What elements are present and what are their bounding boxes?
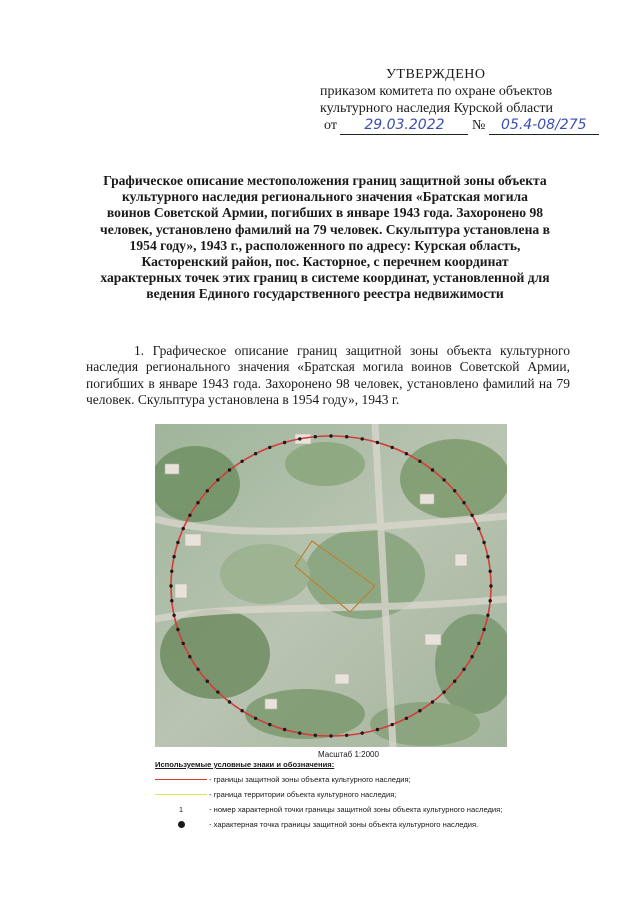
boundary-point (283, 441, 286, 444)
boundary-point (298, 731, 301, 734)
boundary-point (240, 709, 243, 712)
date-prefix: от (324, 118, 337, 133)
boundary-point (345, 734, 348, 737)
section-paragraph (86, 343, 570, 409)
legend-row-point (155, 817, 575, 832)
boundary-point (228, 700, 231, 703)
approval-line-1: приказом комитета по охране объектов (320, 84, 553, 99)
boundary-point (431, 468, 434, 471)
legend-heading: Используемые условные знаки и обозначения: (155, 760, 335, 769)
boundary-point (283, 728, 286, 731)
date-handwritten: 29.03.2022 (364, 117, 445, 133)
approval-heading: УТВЕРЖДЕНО (386, 67, 486, 82)
boundary-point (216, 478, 219, 481)
legend-text-boundary: - границы защитной зоны объекта культурного наследия; (209, 775, 411, 784)
boundary-point (391, 446, 394, 449)
number-symbol: 1 (178, 805, 184, 814)
boundary-point (405, 452, 408, 455)
boundary-point (361, 437, 364, 440)
boundary-point (489, 599, 492, 602)
section-paragraph-text: 1. Графическое описание границ защитной зоны объекта культурного наследия регионального значения «Братская могила воинов Советской Армии, погибших в январе 1943 года. Захоронено 98 человек, установлено фамилий на 79 человек. Скульптура установлена в 1954 году», 1943 г. (86, 343, 570, 408)
boundary-point (489, 584, 492, 587)
date-field (340, 117, 468, 135)
boundary-point (314, 734, 317, 737)
boundary-point (361, 731, 364, 734)
boundary-point (418, 460, 421, 463)
boundary-point (216, 690, 219, 693)
boundary-point (268, 723, 271, 726)
legend (155, 760, 575, 832)
dot-symbol (155, 821, 207, 828)
boundary-point (418, 709, 421, 712)
boundary-point (254, 452, 257, 455)
boundary-point (442, 478, 445, 481)
boundary-point (172, 614, 175, 617)
boundary-point (240, 460, 243, 463)
boundary-point (431, 700, 434, 703)
legend-text-point: - характерная точка границы защитной зоны объекта культурного наследия. (209, 820, 479, 829)
boundary-point (329, 734, 332, 737)
legend-text-territory: - граница территории объекта культурного наследия; (209, 790, 397, 799)
boundary-point (442, 690, 445, 693)
boundary-point (486, 614, 489, 617)
boundary-point (482, 628, 485, 631)
boundary-point (172, 555, 175, 558)
boundary-point (376, 728, 379, 731)
boundary-point (206, 489, 209, 492)
aerial-map (155, 424, 507, 747)
boundary-point (462, 668, 465, 671)
boundary-point (268, 446, 271, 449)
boundary-point (196, 501, 199, 504)
boundary-point (376, 441, 379, 444)
approval-date-line (300, 117, 620, 137)
boundary-point (462, 501, 465, 504)
boundary-point (176, 628, 179, 631)
boundary-point (182, 527, 185, 530)
boundary-point (314, 435, 317, 438)
boundary-point (345, 435, 348, 438)
boundary-point (182, 642, 185, 645)
boundary-point (188, 655, 191, 658)
boundary-point (170, 599, 173, 602)
number-handwritten: 05.4-08/275 (501, 117, 587, 133)
boundary-point (254, 717, 257, 720)
approval-line-2: культурного наследия Курской области (320, 101, 554, 116)
red-line-symbol (155, 779, 207, 781)
number-prefix: № (471, 118, 486, 133)
boundary-point (206, 680, 209, 683)
map-svg (155, 424, 507, 747)
boundary-point (453, 489, 456, 492)
boundary-point (228, 468, 231, 471)
boundary-point (489, 570, 492, 573)
number-field (489, 117, 599, 135)
boundary-point (298, 437, 301, 440)
boundary-point (477, 642, 480, 645)
boundary-point (453, 680, 456, 683)
boundary-point (391, 723, 394, 726)
boundary-point (176, 541, 179, 544)
yellow-line-symbol (155, 794, 207, 796)
boundary-point (470, 514, 473, 517)
boundary-point (169, 584, 172, 587)
boundary-point (329, 434, 332, 437)
boundary-point (482, 541, 485, 544)
approval-block (300, 66, 620, 137)
boundary-point (188, 514, 191, 517)
legend-row-boundary (155, 772, 575, 787)
boundary-point (405, 717, 408, 720)
boundary-point (486, 555, 489, 558)
document-title: Графическое описание местоположения границ защитной зоны объекта культурного наследия регионального значения «Братская могила воинов Советской Армии, погибших в январе 1943 года. Захоронено 98 человек, установлено фамилий на 79 человек. Скульптура установлена в 1954 году», 1943 г., расположенного по адресу: Курская область, Касторенский район, пос. Касторное, с перечнем координат характерных точек этих границ в системе координат, установленной для ведения Единого государственного реестра недвижимости (100, 173, 550, 302)
boundary-point (196, 668, 199, 671)
boundary-point (170, 570, 173, 573)
legend-row-territory (155, 787, 575, 802)
boundary-point (477, 527, 480, 530)
map-scale: Масштаб 1:2000 (318, 750, 379, 759)
boundary-point (470, 655, 473, 658)
legend-row-point-number (155, 802, 575, 817)
legend-text-point-number: - номер характерной точки границы защитной зоны объекта культурного наследия; (209, 805, 503, 814)
